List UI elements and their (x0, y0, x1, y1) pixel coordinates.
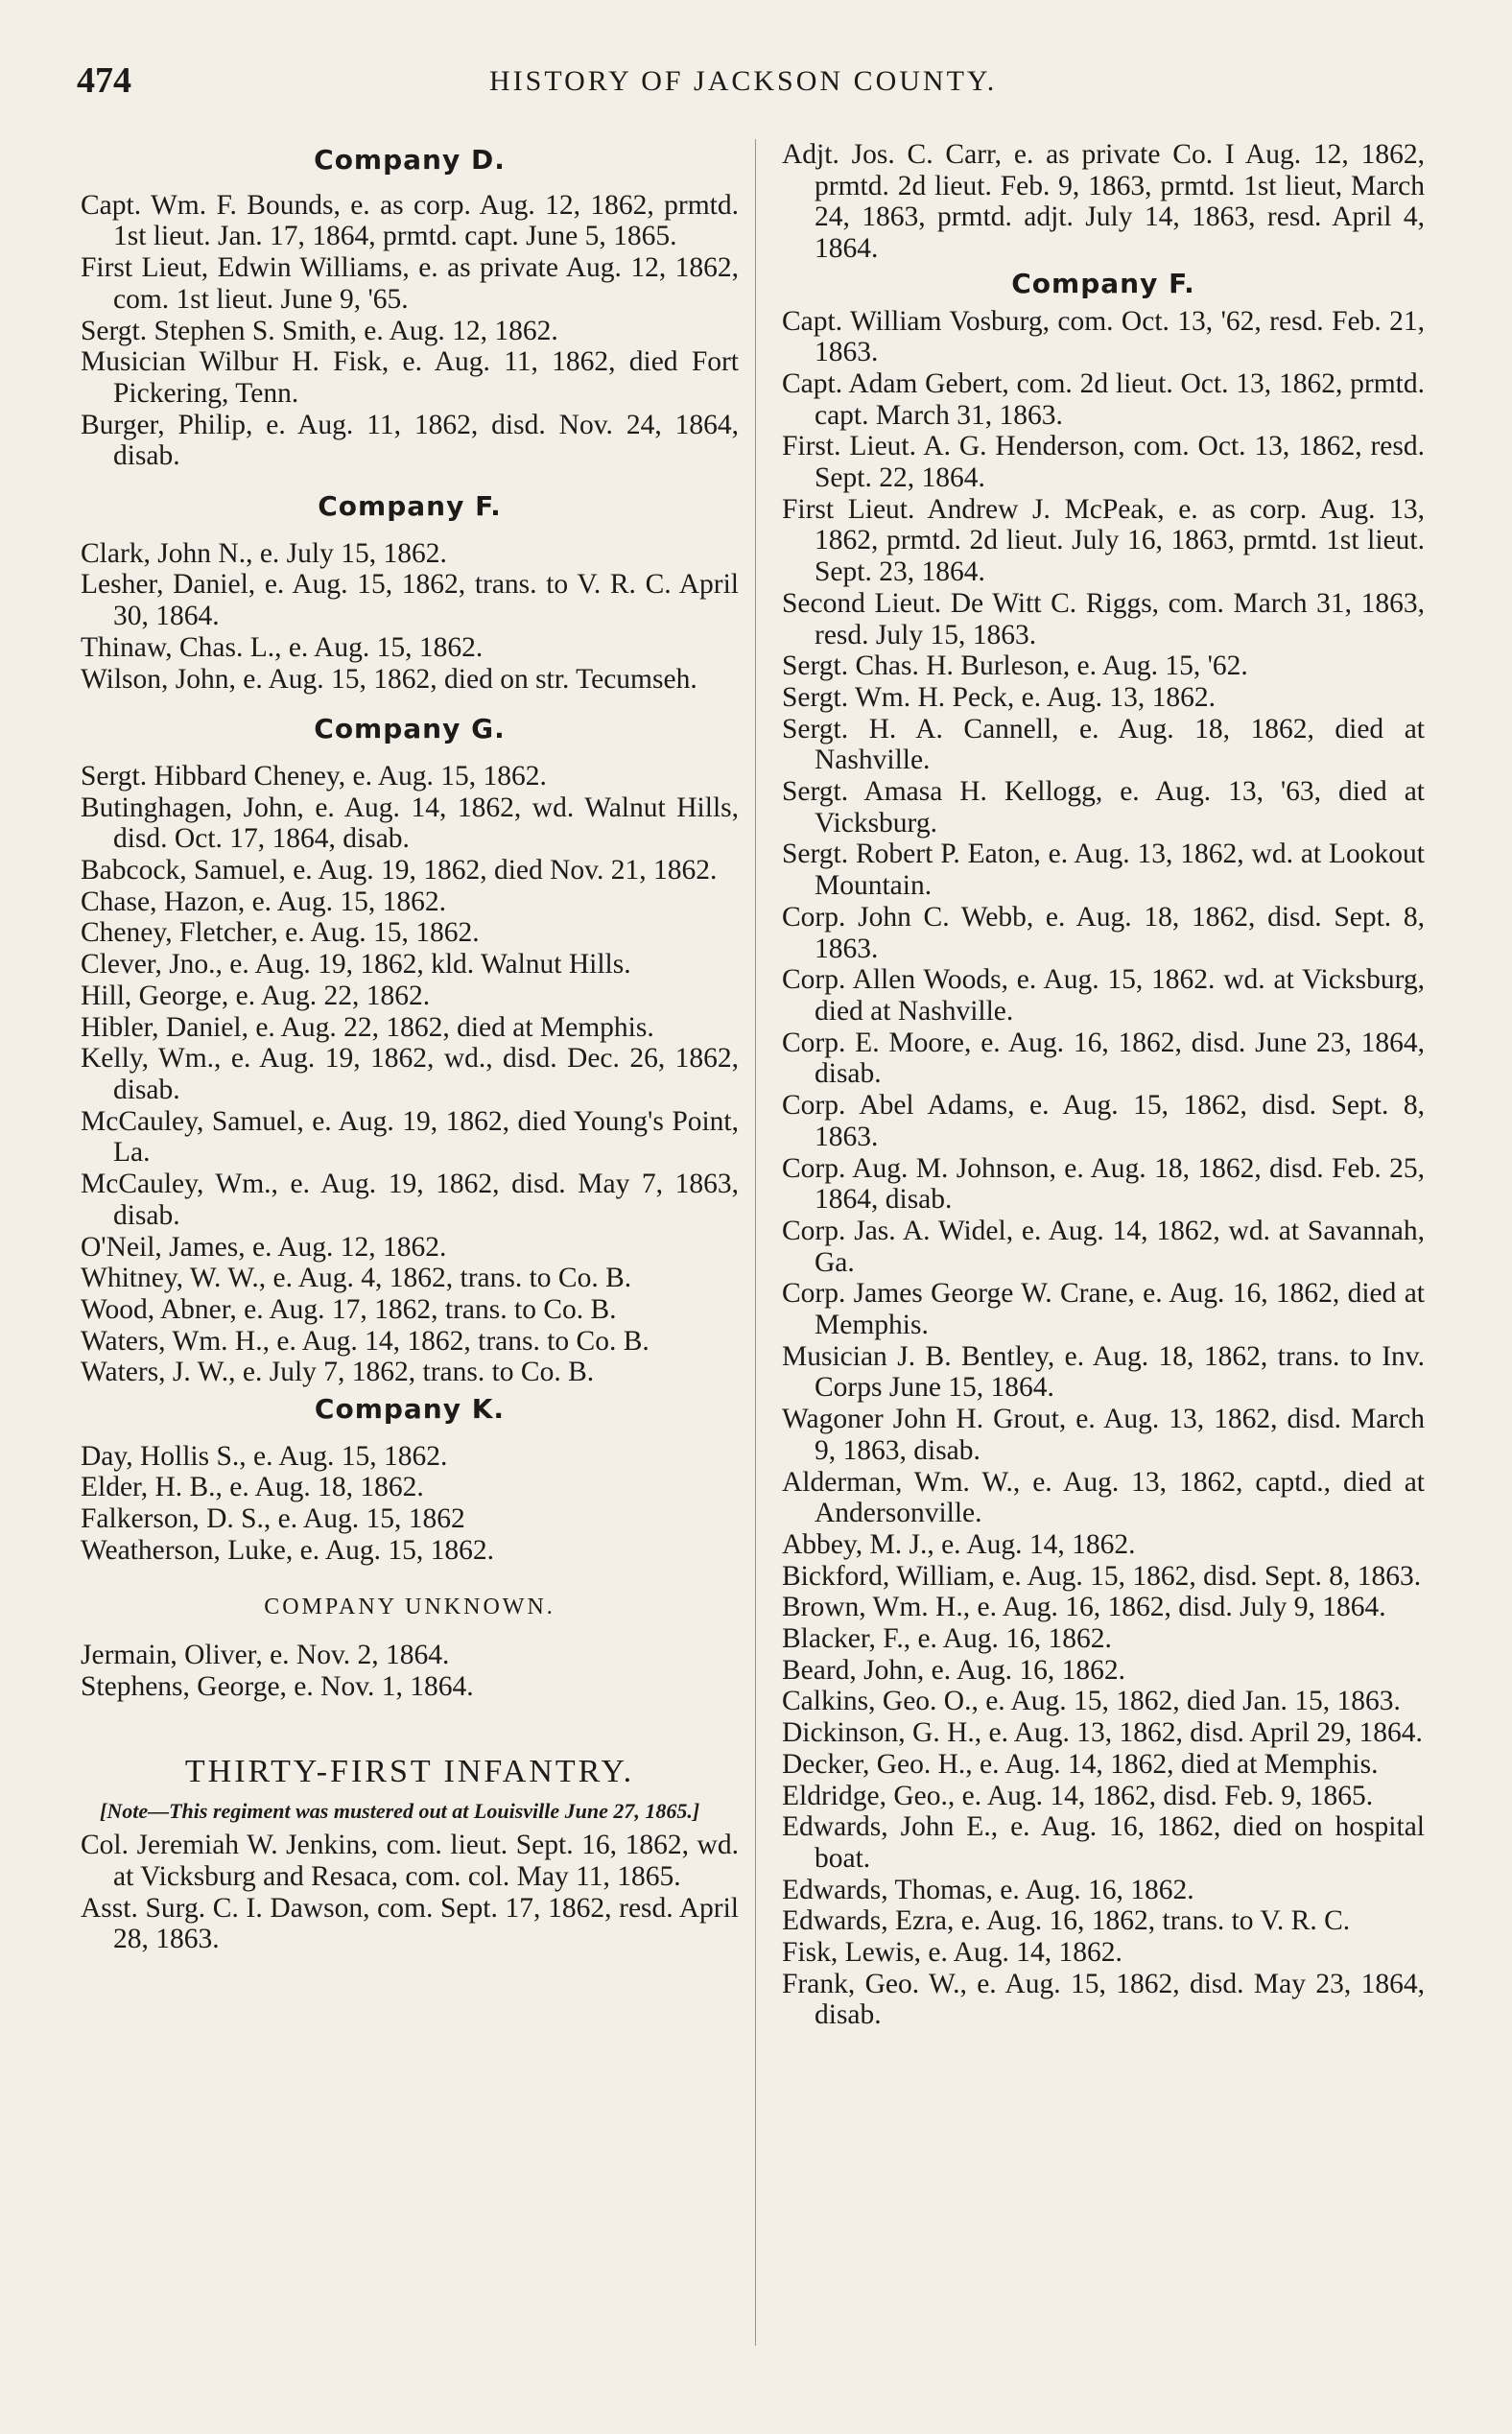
roster-entry: Butinghagen, John, e. Aug. 14, 1862, wd. Walnut Hills, disd. Oct. 17, 1864, disab. (81, 792, 739, 855)
roster-entry: Corp. James George W. Crane, e. Aug. 16, 1862, died at Memphis. (782, 1278, 1425, 1341)
roster-entry: First Lieut, Edwin Williams, e. as private Aug. 12, 1862, com. 1st lieut. June 9, '65. (81, 252, 739, 315)
roster-entry: Lesher, Daniel, e. Aug. 15, 1862, trans. to V. R. C. April 30, 1864. (81, 569, 739, 632)
roster-entry: Capt. Adam Gebert, com. 2d lieut. Oct. 13, 1862, prmtd. capt. March 31, 1863. (782, 367, 1425, 431)
roster-entry: Corp. E. Moore, e. Aug. 16, 1862, disd. June 23, 1864, disab. (782, 1027, 1425, 1090)
running-head: HISTORY OF JACKSON COUNTY. (489, 65, 998, 97)
roster-entry: Blacker, F., e. Aug. 16, 1862. (782, 1623, 1112, 1655)
roster-entry: Edwards, Thomas, e. Aug. 16, 1862. (782, 1874, 1194, 1905)
roster-entry: Sergt. Wm. H. Peck, e. Aug. 13, 1862. (782, 681, 1217, 713)
roster-entry: McCauley, Samuel, e. Aug. 19, 1862, died Young's Point, La. (81, 1105, 739, 1169)
roster-entry: Col. Jeremiah W. Jenkins, com. lieut. Sept. 16, 1862, wd. at Vicksburg and Resaca, com. col. May 11, 1865. (81, 1830, 739, 1893)
section-title: Company F. (318, 490, 502, 523)
roster-entry: Sergt. Hibbard Cheney, e. Aug. 15, 1862. (81, 760, 547, 792)
roster-entry: Wagoner John H. Grout, e. Aug. 13, 1862, disd. March 9, 1863, disab. (782, 1404, 1425, 1466)
roster-entry: Capt. Wm. F. Bounds, e. as corp. Aug. 12, 1862, prmtd. 1st lieut. Jan. 17, 1864, prmtd. capt. June 5, 1865. (81, 189, 739, 252)
roster-entry: Jermain, Oliver, e. Nov. 2, 1864. (81, 1640, 450, 1671)
roster-entry: Wilson, John, e. Aug. 15, 1862, died on str. Tecumseh. (81, 663, 697, 695)
roster-entry: Dickinson, G. H., e. Aug. 13, 1862, disd. April 29, 1864. (782, 1717, 1423, 1749)
roster-entry: Corp. Abel Adams, e. Aug. 15, 1862, disd. Sept. 8, 1863. (782, 1090, 1425, 1152)
roster-entry: Clever, Jno., e. Aug. 19, 1862, kld. Walnut Hills. (81, 949, 631, 981)
roster-entry: Waters, J. W., e. July 7, 1862, trans. to Co. B. (81, 1357, 595, 1388)
roster-entry: Alderman, Wm. W., e. Aug. 13, 1862, captd., died at Andersonville. (782, 1466, 1425, 1529)
regiment-note: [Note—This regiment was mustered out at Louisville June 27, 1865.] (100, 1799, 700, 1824)
roster-entry: Kelly, Wm., e. Aug. 19, 1862, wd., disd. Dec. 26, 1862, disab. (81, 1043, 739, 1105)
roster-entry: Clark, John N., e. July 15, 1862. (81, 537, 447, 569)
roster-entry: Babcock, Samuel, e. Aug. 19, 1862, died Nov. 21, 1862. (81, 855, 718, 886)
roster-entry: Musician J. B. Bentley, e. Aug. 18, 1862, trans. to Inv. Corps June 15, 1864. (782, 1340, 1425, 1404)
roster-entry: Eldridge, Geo., e. Aug. 14, 1862, disd. Feb. 9, 1865. (782, 1780, 1374, 1811)
roster-entry: Bickford, William, e. Aug. 15, 1862, disd. Sept. 8, 1863. (782, 1560, 1422, 1592)
roster-entry: Whitney, W. W., e. Aug. 4, 1862, trans. to Co. B. (81, 1263, 632, 1294)
roster-entry: Waters, Wm. H., e. Aug. 14, 1862, trans. to Co. B. (81, 1325, 650, 1357)
roster-entry: O'Neil, James, e. Aug. 12, 1862. (81, 1231, 447, 1263)
page-header (77, 59, 1458, 107)
section-title: Company G. (314, 713, 506, 745)
roster-entry: Weatherson, Luke, e. Aug. 15, 1862. (81, 1534, 495, 1566)
roster-entry: Corp. John C. Webb, e. Aug. 18, 1862, disd. Sept. 8, 1863. (782, 901, 1425, 964)
roster-entry: Chase, Hazon, e. Aug. 15, 1862. (81, 886, 446, 917)
entry-list (81, 1830, 739, 1955)
entry-list (782, 139, 1425, 265)
roster-entry: Adjt. Jos. C. Carr, e. as private Co. I Aug. 12, 1862, prmtd. 2d lieut. Feb. 9, 1863, prmtd. 1st lieut, March 24, 1863, prmtd. adjt. July 14, 1863, resd. April 4, 1864. (782, 139, 1425, 265)
section-title: Company D. (314, 144, 506, 176)
roster-entry: Fisk, Lewis, e. Aug. 14, 1862. (782, 1937, 1122, 1969)
roster-entry: Thinaw, Chas. L., e. Aug. 15, 1862. (81, 631, 484, 663)
section-title: COMPANY UNKNOWN. (264, 1594, 555, 1619)
regiment-title: THIRTY-FIRST INFANTRY. (184, 1753, 635, 1789)
entry-list (81, 190, 739, 472)
roster-entry: Sergt. H. A. Cannell, e. Aug. 18, 1862, died at Nashville. (782, 713, 1425, 776)
roster-entry: First Lieut. Andrew J. McPeak, e. as corp. Aug. 13, 1862, prmtd. 2d lieut. July 16, 1863, prmtd. 1st lieut. Sept. 23, 1864. (782, 493, 1425, 588)
roster-entry: Sergt. Stephen S. Smith, e. Aug. 12, 1862. (81, 315, 558, 346)
roster-entry: Edwards, Ezra, e. Aug. 16, 1862, trans. to V. R. C. (782, 1905, 1351, 1937)
section-title: Company K. (314, 1393, 506, 1426)
roster-entry: Frank, Geo. W., e. Aug. 15, 1862, disd. May 23, 1864, disab. (782, 1968, 1425, 2031)
entry-list (81, 761, 739, 1388)
roster-entry: Corp. Aug. M. Johnson, e. Aug. 18, 1862, disd. Feb. 25, 1864, disab. (782, 1152, 1425, 1216)
roster-entry: Sergt. Amasa H. Kellogg, e. Aug. 13, '63, died at Vicksburg. (782, 776, 1425, 839)
column-divider (755, 139, 756, 2346)
roster-entry: Day, Hollis S., e. Aug. 15, 1862. (81, 1440, 448, 1472)
roster-entry: Beard, John, e. Aug. 16, 1862. (782, 1654, 1126, 1686)
roster-entry: Falkerson, D. S., e. Aug. 15, 1862 (81, 1503, 465, 1535)
page-number: 474 (77, 60, 131, 101)
roster-entry: Sergt. Robert P. Eaton, e. Aug. 13, 1862, wd. at Lookout Mountain. (782, 839, 1425, 902)
roster-entry: Second Lieut. De Witt C. Riggs, com. March 31, 1863, resd. July 15, 1863. (782, 587, 1425, 650)
roster-entry: Corp. Allen Woods, e. Aug. 15, 1862. wd. at Vicksburg, died at Nashville. (782, 964, 1425, 1027)
roster-entry: Asst. Surg. C. I. Dawson, com. Sept. 17, 1862, resd. April 28, 1863. (81, 1892, 739, 1955)
roster-entry: Cheney, Fletcher, e. Aug. 15, 1862. (81, 917, 480, 949)
roster-entry: Sergt. Chas. H. Burleson, e. Aug. 15, '62. (782, 650, 1248, 682)
roster-entry: Edwards, John E., e. Aug. 16, 1862, died on hospital boat. (782, 1811, 1425, 1874)
roster-entry: Hibler, Daniel, e. Aug. 22, 1862, died at Memphis. (81, 1011, 654, 1043)
roster-entry: Musician Wilbur H. Fisk, e. Aug. 11, 1862, died Fort Pickering, Tenn. (81, 346, 739, 409)
roster-entry: Elder, H. B., e. Aug. 18, 1862. (81, 1472, 424, 1503)
entry-list (81, 1441, 739, 1567)
roster-entry: Capt. William Vosburg, com. Oct. 13, '62, resd. Feb. 21, 1863. (782, 305, 1425, 368)
roster-entry: Abbey, M. J., e. Aug. 14, 1862. (782, 1528, 1136, 1560)
roster-entry: Calkins, Geo. O., e. Aug. 15, 1862, died Jan. 15, 1863. (782, 1686, 1401, 1717)
roster-entry: Wood, Abner, e. Aug. 17, 1862, trans. to Co. B. (81, 1293, 617, 1325)
roster-entry: Brown, Wm. H., e. Aug. 16, 1862, disd. July 9, 1864. (782, 1592, 1386, 1623)
left-column (81, 139, 739, 1955)
roster-entry: Burger, Philip, e. Aug. 11, 1862, disd. Nov. 24, 1864, disab. (81, 409, 739, 472)
roster-entry: Corp. Jas. A. Widel, e. Aug. 14, 1862, wd. at Savannah, Ga. (782, 1215, 1425, 1278)
section-title: Company F. (1011, 267, 1195, 299)
roster-entry: McCauley, Wm., e. Aug. 19, 1862, disd. May 7, 1863, disab. (81, 1169, 739, 1231)
entry-list (81, 1640, 739, 1702)
roster-entry: First. Lieut. A. G. Henderson, com. Oct. 13, 1862, resd. Sept. 22, 1864. (782, 431, 1425, 494)
right-column (782, 139, 1425, 2031)
entry-list (782, 306, 1425, 2032)
roster-entry: Stephens, George, e. Nov. 1, 1864. (81, 1670, 474, 1702)
entry-list (81, 538, 739, 696)
roster-entry: Decker, Geo. H., e. Aug. 14, 1862, died at Memphis. (782, 1748, 1379, 1780)
roster-entry: Hill, George, e. Aug. 22, 1862. (81, 980, 431, 1011)
